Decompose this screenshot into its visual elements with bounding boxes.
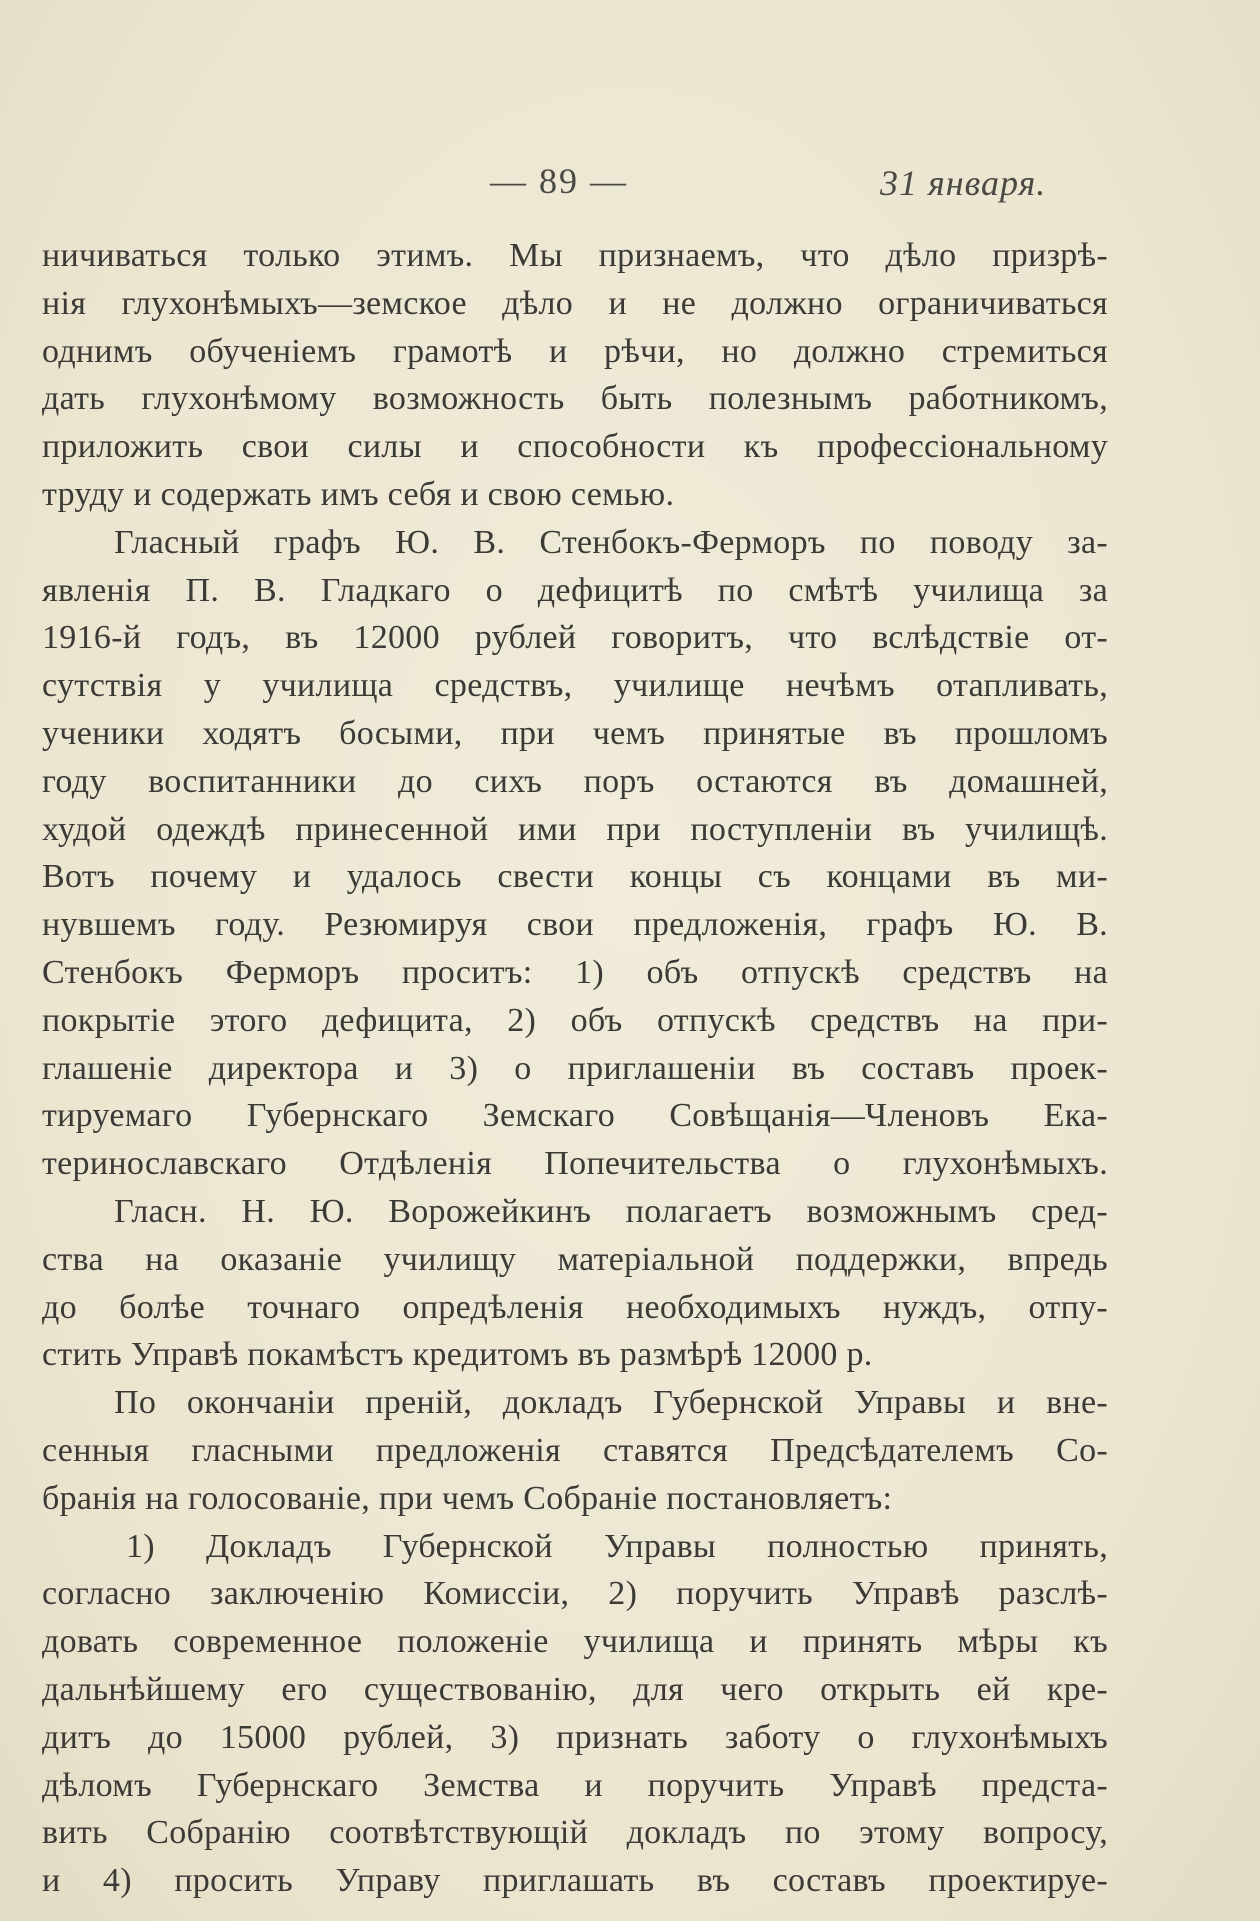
text-line: бранія на голосованіе, при чемъ Собраніе постановляетъ: <box>42 1479 893 1517</box>
text-line: 1916-й годъ, въ 12000 рублей говоритъ, что вслѣдствіе от- <box>42 619 1108 657</box>
text-line: согласно заключенію Комиссіи, 2) поручить Управѣ разслѣ- <box>42 1575 1108 1613</box>
text-line: Гласный графъ Ю. В. Стенбокъ-Ферморъ по поводу за- <box>114 523 1108 561</box>
text-line: сутствія у училища средствъ, училище нечѣмъ отапливать, <box>42 667 1108 705</box>
body-text <box>42 232 1108 1905</box>
text-line: году воспитанники до сихъ поръ остаются въ домашней, <box>42 762 1108 800</box>
text-line: вить Собранію соотвѣтствующій докладъ по этому вопросу, <box>42 1814 1108 1852</box>
text-line: и 4) просить Управу приглашать въ составъ проектируе- <box>42 1862 1108 1900</box>
text-line: По окончаніи преній, докладъ Губернской Управы и вне- <box>114 1384 1108 1422</box>
page-number: — 89 — <box>490 161 628 201</box>
text-line: теринославскаго Отдѣленія Попечительства о глухонѣмыхъ. <box>42 1145 1108 1183</box>
text-line: сенныя гласными предложенія ставятся Предсѣдателемъ Со- <box>42 1431 1108 1469</box>
text-line: Стенбокъ Ферморъ проситъ: 1) объ отпускѣ средствъ на <box>42 953 1108 991</box>
text-line: явленія П. В. Гладкаго о дефицитѣ по смѣтѣ училища за <box>42 571 1108 609</box>
text-line: худой одеждѣ принесенной ими при поступленіи въ училищѣ. <box>42 810 1108 848</box>
text-line: до болѣе точнаго опредѣленія необходимыхъ нуждъ, отпу- <box>42 1288 1108 1326</box>
text-line: дитъ до 15000 рублей, 3) признать заботу о глухонѣмыхъ <box>42 1718 1108 1756</box>
text-line: нувшемъ году. Резюмируя свои предложенія, графъ Ю. В. <box>42 906 1108 944</box>
text-line: однимъ обученіемъ грамотѣ и рѣчи, но должно стремиться <box>42 332 1108 370</box>
page-header <box>0 160 1260 210</box>
text-line: довать современное положеніе училища и принять мѣры къ <box>42 1623 1108 1661</box>
text-line: дальнѣйшему его существованію, для чего открыть ей кре- <box>42 1670 1108 1708</box>
text-line: Гласн. Н. Ю. Ворожейкинъ полагаетъ возможнымъ сред- <box>114 1192 1108 1230</box>
text-line: труду и содержать имъ себя и свою семью. <box>42 475 675 513</box>
text-line: дѣломъ Губернскаго Земства и поручить Управѣ предста- <box>42 1766 1108 1804</box>
text-line: покрытіе этого дефицита, 2) объ отпускѣ средствъ на при- <box>42 1001 1108 1039</box>
text-line: глашеніе директора и 3) о приглашеніи въ составъ проек- <box>42 1049 1108 1087</box>
text-line: ученики ходятъ босыми, при чемъ принятые въ прошломъ <box>42 714 1108 752</box>
text-line: ства на оказаніе училищу матеріальной поддержки, впредь <box>42 1240 1108 1278</box>
text-line: приложить свои силы и способности къ профессіональному <box>42 428 1108 466</box>
text-line: ничиваться только этимъ. Мы признаемъ, что дѣло призрѣ- <box>42 237 1108 274</box>
text-line: стить Управѣ покамѣстъ кредитомъ въ размѣрѣ 12000 р. <box>42 1336 873 1374</box>
text-line: нія глухонѣмыхъ—земское дѣло и не должно ограничиваться <box>42 284 1108 322</box>
text-line: 1) Докладъ Губернской Управы полностью принять, <box>126 1527 1108 1565</box>
text-line: Вотъ почему и удалось свести концы съ концами въ ми- <box>42 858 1108 896</box>
text-line: тируемаго Губернскаго Земскаго Совѣщанія—Членовъ Ека- <box>42 1097 1108 1135</box>
handwritten-date-note: 31 января. <box>880 163 1047 203</box>
text-line: дать глухонѣмому возможность быть полезнымъ работникомъ, <box>42 380 1108 418</box>
